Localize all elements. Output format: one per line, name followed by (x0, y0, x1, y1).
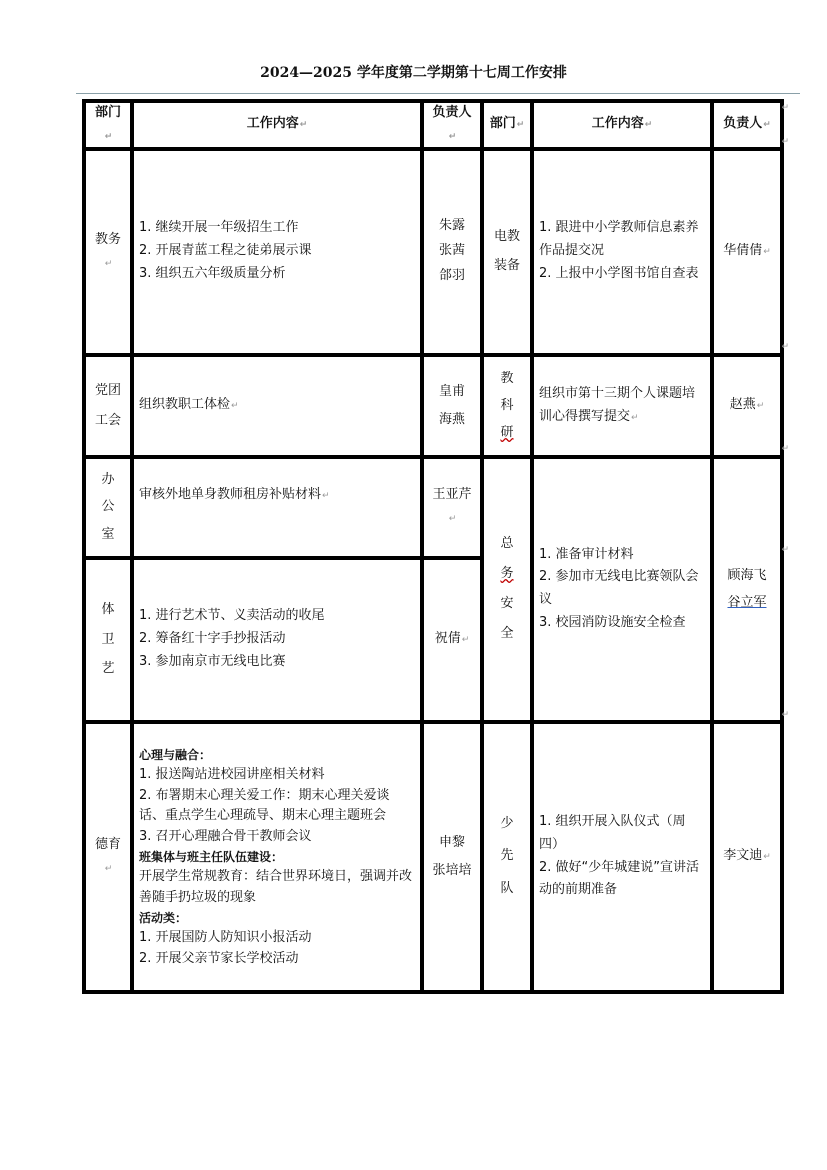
list-item: 1. 报送陶站进校园讲座相关材料 (139, 766, 325, 782)
paragraph-mark: ↵ (781, 710, 789, 720)
dept-jiaokeyan: 教 科 研 (482, 355, 532, 457)
paragraph-mark: ↵ (781, 545, 789, 555)
person-bangongshi: 王亚芹↵ (422, 457, 482, 558)
list-item: 2. 参加市无线电比赛领队会议 (539, 569, 699, 607)
content-bangongshi: 审核外地单身教师租房补贴材料↵ (132, 457, 422, 558)
table-row (84, 722, 782, 992)
content-jiaowu (132, 149, 422, 355)
person-deyu: 申黎 张培培 (422, 722, 482, 992)
person-dangtuan: 皇甫 海燕 (422, 355, 482, 457)
list-item: 2. 做好“少年城建说”宣讲活动的前期准备 (539, 859, 700, 898)
header-content-left: 工作内容↵ (132, 101, 422, 149)
content-jiaokeyan: 组织市第十三期个人课题培训心得撰写提交↵ (532, 355, 712, 457)
section-title: 心理与融合： (139, 747, 212, 762)
list-item: 2. 上报中小学图书馆自查表 (539, 265, 699, 281)
list-item: 1. 进行艺术节、义卖活动的收尾 (139, 608, 325, 624)
dept-dangtuan: 党团 工会 (84, 355, 132, 457)
list-item: 3. 组织五六年级质量分析 (139, 265, 286, 281)
list-item: 1. 准备审计材料 (539, 546, 634, 562)
content-tiweiyi (132, 558, 422, 722)
header-content-right: 工作内容↵ (532, 101, 712, 149)
list-item: 2. 开展青蓝工程之徒弟展示课 (139, 243, 312, 259)
person-jiaowu: 朱露 张茜 郃羽 (422, 149, 482, 355)
table-row (84, 457, 782, 558)
list-item: 1. 继续开展一年级招生工作 (139, 220, 299, 236)
dept-jiaowu: 教务↵ (84, 149, 132, 355)
list-item: 3. 参加南京市无线电比赛 (139, 653, 286, 669)
header-dept-left: 部门↵ (84, 101, 132, 149)
list-item: 1. 开展国防人防知识小报活动 (139, 929, 312, 945)
paragraph-mark: ↵ (781, 444, 789, 454)
list-item: 2. 开展父亲节家长学校活动 (139, 950, 299, 966)
content-zongwu (532, 457, 712, 722)
content-dangtuan: 组织教职工体检↵ (132, 355, 422, 457)
list-item: 2. 布署期末心理关爱工作：期末心理关爱谈话、重点学生心理疏导、期末心理主题班会 (139, 787, 390, 824)
schedule-table (82, 99, 784, 994)
dept-bangongshi: 办 公 室 (84, 457, 132, 558)
list-item: 3. 召开心理融合骨干教师会议 (139, 829, 312, 845)
section-title: 活动类： (139, 910, 188, 925)
person-tiweiyi: 祝倩↵ (422, 558, 482, 722)
person-shaoxiandui: 李文迪↵ (712, 722, 782, 992)
person-jiaokeyan: 赵燕↵ (712, 355, 782, 457)
paragraph-mark: ↵ (781, 342, 789, 352)
table-row (84, 355, 782, 457)
person-zongwu: 顾海飞 谷立军 (712, 457, 782, 722)
page-title: 2024—2025 学年度第二学期第十七周工作安排 (260, 65, 567, 81)
list-item: 1. 跟进中小学教师信息素养作品提交况 (539, 220, 699, 259)
paragraph-mark: ↵ (781, 103, 789, 113)
dept-deyu: 德育↵ (84, 722, 132, 992)
dept-dianjiao: 电教 装备 (482, 149, 532, 355)
section-title: 班集体与班主任队伍建设： (139, 849, 284, 864)
dept-zongwu: 总 务 安 全 (482, 457, 532, 722)
person-dianjiao: 华倩倩↵ (712, 149, 782, 355)
dept-shaoxiandui: 少 先 队 (482, 722, 532, 992)
list-item: 1. 组织开展入队仪式（周四） (539, 814, 686, 852)
list-item: 开展学生常规教育：结合世界环境日，强调并改善随手扔垃圾的现象 (139, 869, 413, 905)
header-person-left: 负责人↵ (422, 101, 482, 149)
list-item: 3. 校园消防设施安全检查 (539, 614, 686, 630)
header-rule (76, 93, 800, 94)
table-row (84, 149, 782, 355)
paragraph-mark: ↵ (781, 137, 789, 147)
list-item: 2. 筹备红十字手抄报活动 (139, 631, 286, 647)
header-dept-right: 部门↵ (482, 101, 532, 149)
header-person-right: 负责人↵ (712, 101, 782, 149)
header-row (84, 101, 782, 149)
content-dianjiao (532, 149, 712, 355)
dept-tiweiyi: 体 卫 艺 (84, 558, 132, 722)
content-shaoxiandui (532, 722, 712, 992)
content-deyu (132, 722, 422, 992)
